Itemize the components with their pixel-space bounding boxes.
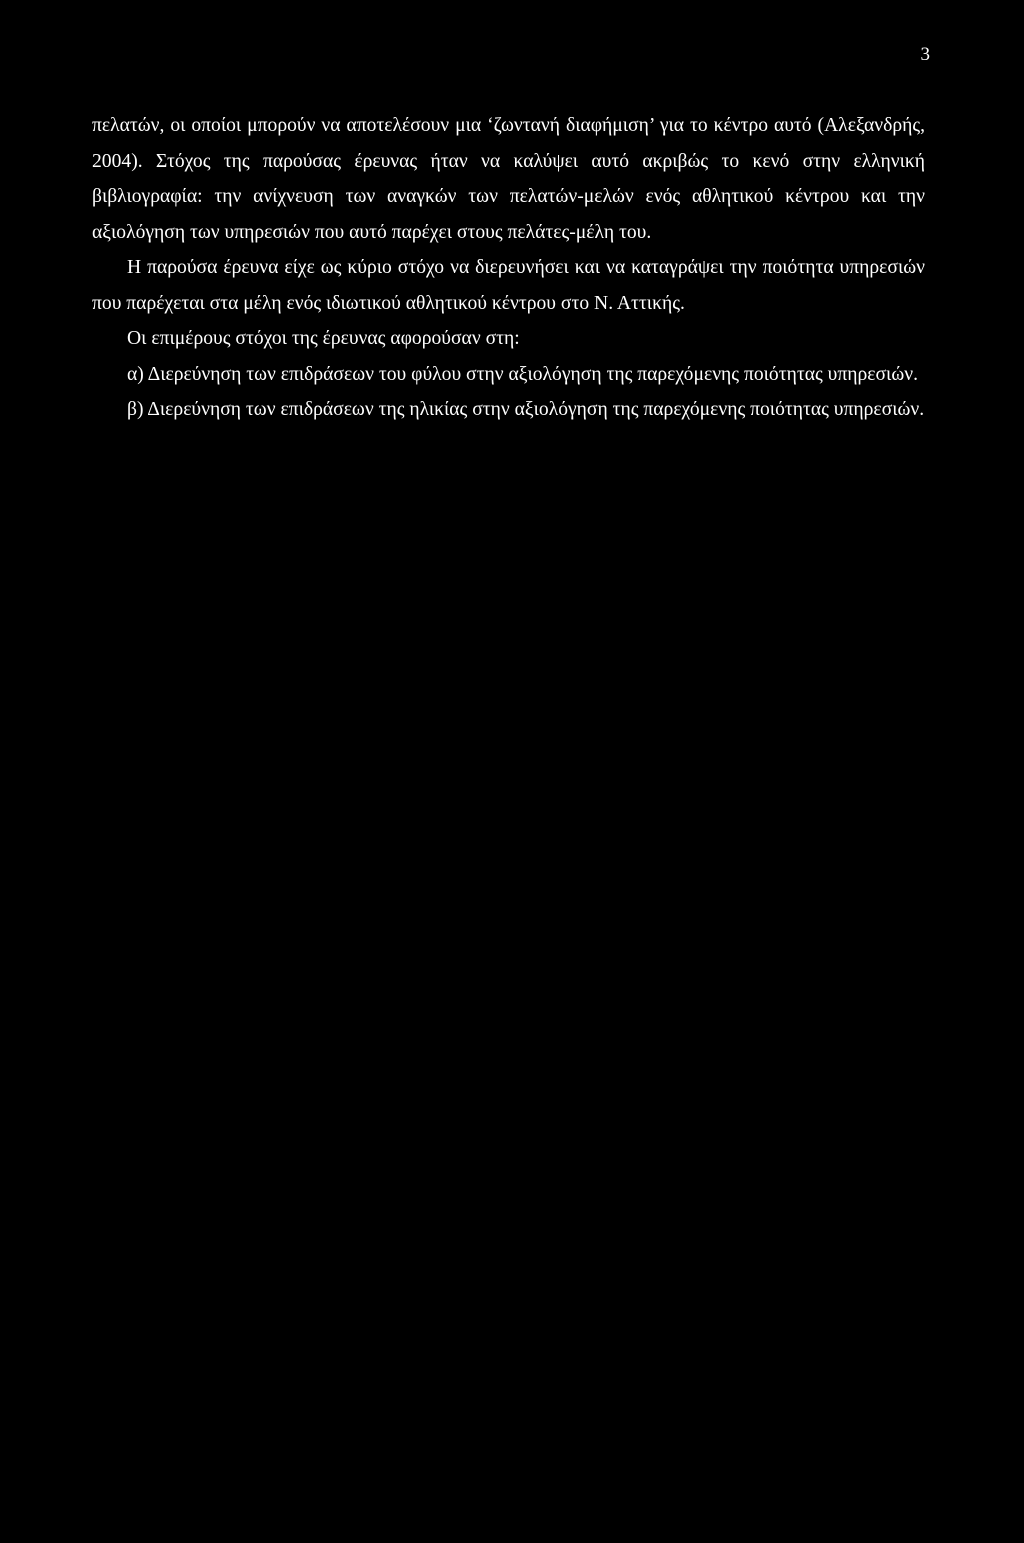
paragraph-main-objective: Η παρούσα έρευνα είχε ως κύριο στόχο να διερευνήσει και να καταγράψει την ποιότητα υπηρεσιών που παρέχεται στα μέλη ενός ιδιωτικού αθλητικού κέντρου στο Ν. Αττικής. bbox=[92, 257, 925, 314]
page-number: 3 bbox=[920, 44, 930, 65]
paragraph-objective-a: α) Διερεύνηση των επιδράσεων του φύλου στην αξιολόγηση της παρεχόμενης ποιότητας υπηρεσιών. bbox=[127, 363, 918, 385]
paragraph-objective-b: β) Διερεύνηση των επιδράσεων της ηλικίας στην αξιολόγηση της παρεχόμενης ποιότητας υπηρεσιών. bbox=[127, 399, 925, 420]
body-text bbox=[92, 108, 925, 428]
paragraph-intro-continuation: πελατών, οι οποίοι μπορούν να αποτελέσουν μια ‘ζωντανή διαφήμιση’ για το κέντρο αυτό (Αλεξανδρής, 2004). Στόχος της παρούσας έρευνας ήταν να καλύψει αυτό ακριβώς το κενό στην ελληνική βιβλιογραφία: την ανίχνευση των αναγκών των πελατών-μελών ενός αθλητικού κέντρου και την αξιολόγηση των υπηρεσιών που αυτό παρέχει στους πελάτες-μέλη του. bbox=[92, 115, 925, 243]
paragraph-sub-objectives-heading: Οι επιμέρους στόχοι της έρευνας αφορούσαν στη: bbox=[127, 328, 520, 349]
